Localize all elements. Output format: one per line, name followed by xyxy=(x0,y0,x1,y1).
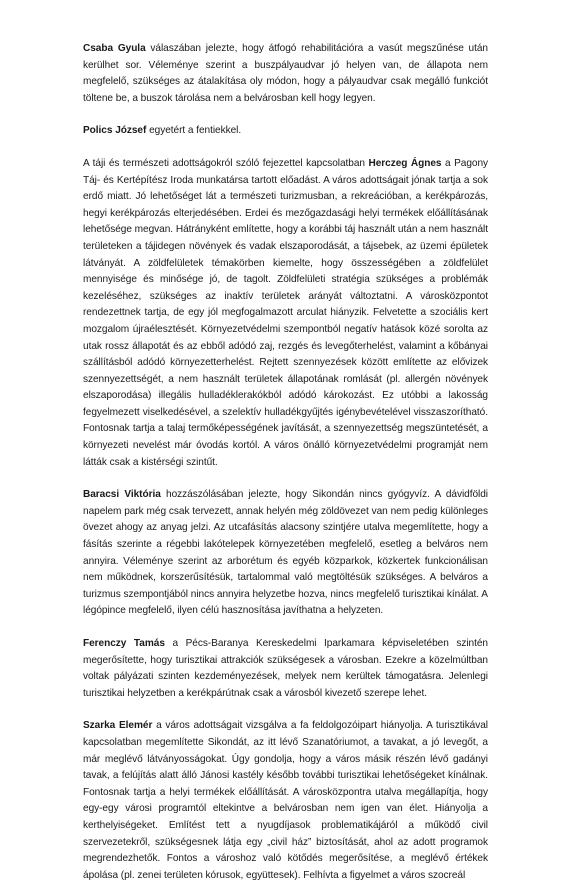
paragraph-szarka-elemer xyxy=(83,718,488,884)
paragraph-polics-jozsef xyxy=(83,123,488,140)
document-page xyxy=(83,41,488,884)
speaker-name: Baracsi Viktória xyxy=(83,489,161,501)
paragraph-prefix: A táji és természeti adottságokról szóló fejezettel kapcsolatban xyxy=(83,157,369,169)
paragraph-ferenczy-tamas xyxy=(83,636,488,702)
paragraph-text: hozzászólásában jelezte, hogy Sikondán nincs gyógyvíz. A dávidföldi napelem park még csak tervezett, annak helyén még zöldövezet van nem pedig különleges övezet ahogy az anyag jelzi. Az utcafásítás alacsony szintjére utalva megemlítette, hogy a fásítás szerinte a régebbi lakótelepek környezetében megfelelő, esetleg a belváros nem annyira. Véleménye szerint az arborétum és egyéb közparkok, közkertek funkcionálisan nem működnek, korszerűsítésük, tartalommal való megtöltésük szükséges. A belváros a turizmus szempontjából nincs annyira helyzetbe hozva, nincs megfelelő turisztikai kínálat. A légópince megfelelő, ilyen célú hasznosítása javíthatna a helyzeten. xyxy=(83,489,488,617)
speaker-name: Polics József xyxy=(83,125,147,137)
paragraph-herczeg-agnes xyxy=(83,156,488,471)
paragraph-text: a város adottságait vizsgálva a fa feldolgozóipart hiányolja. A turisztikával kapcsolatban megemlítette Sikondát, az itt lévő Szanatóriumot, a tavakat, a jó levegőt, a már meglévő látványosságokat. Úgy gondolja, hogy a város másik részén lévő gadányi tavak, a felújítás alatt álló Jánosi kastély később további turisztikai lehetőségeket kínálnak. Fontosnak tartja a helyi termékek előállítását. A városközpontra utalva megállapítja, hogy egy-egy városi programtól eltekintve a belvárosban nem igen van élet. Hiányolja a kerthelyiségeket. Említést tett a nyugdíjasok problematikájáról a működő civil szervezetekről, szükségesnek látja egy „civil ház” biztosítását, ahol az adott programok megrendezhetők. Fontos a városhoz való kötődés megerősítése, a meglévő értékek ápolása (pl. zenei területen kórusok, együttesek). Felhívta a figyelmet a város szocreál xyxy=(83,720,489,881)
paragraph-baracsi-viktoria xyxy=(83,487,488,620)
paragraph-text: a Pécs-Baranya Kereskedelmi Iparkamara képviseletében szintén megerősítette, hogy turisztikai attrakciók szükségesek a városban. Ezekre a közelmúltban voltak pályázati szinten kezdeményezések, melyek nem kerültek támogatásra. Jelenlegi turisztikai helyzetben a kerékpárútnak csak a városból kivezető szerepe lehet. xyxy=(83,638,488,699)
speaker-name: Szarka Elemér xyxy=(83,720,153,732)
speaker-name: Csaba Gyula xyxy=(83,43,146,54)
speaker-name: Herczeg Ágnes xyxy=(368,157,442,169)
paragraph-text: egyetért a fentiekkel. xyxy=(146,125,242,137)
speaker-name: Ferenczy Tamás xyxy=(83,638,165,649)
paragraph-csaba-gyula xyxy=(83,41,488,107)
paragraph-text: válaszában jelezte, hogy átfogó rehabilitációra a vasút megszűnése után kerülhet sor. Véleménye szerint a buszpályaudvar jó helyen van, de állapota nem megfelelő, szükséges az átalakítása oly módon, hogy a pályaudvar csak megálló funkciót töltene be, a buszok tárolása nem a belvárosban kell hogy legyen. xyxy=(83,43,489,104)
paragraph-text: a Pagony Táj- és Kertépítész Iroda munkatársa tartott előadást. A város adottságait jónak tartja a sok erdő miatt. Jó lehetőséget lát a természeti turizmusban, a rekreációban, a kerékpározás, hegyi kerékpározás elterjedésében. Erdei és mezőgazdasági helyi termékek előállításának lehetősége megvan. Hátrányként említette, hogy a korábbi táj használt után a nem használt területeken a tájidegen növények és vadak elszaporodását, a tájsebek, az üzemi épületek látványát. A zöldfelületek témakörben kiemelte, hogy összességében a zöldfelület mennyisége és minősége jó, de tagolt. Zöldfelületi stratégia szükséges a problémák kezeléséhez, szükséges az inaktív területek arányát változtatni. A városközpontot rendezettnek tartja, de egy jól megfogalmazott arculat hiányzik. Felvetette a szociális kert mozgalom újraélesztését. Környezetvédelmi szempontból negatív hatások közé sorolta az utak rossz állapotát és az ebből adódó zaj, rezgés és levegőterhelést, valamint a kőbányai szállításból adódó környezetterhelést. Rejtett szennyezések között említette az elővizek szennyezettségét, a nem használt területek állapotának romlását (pl. allergén növények elszaporodása) illegális hulladéklerakókból adódó károkozást. Ez utóbbi a lakosság fegyelmezett viselkedésével, a szelektív hulladékgyűjtés igénybevételével visszaszorítható. Fontosnak tartja a talaj termőképességének javítását, a szennyezettség megszüntetését, a környezeti nevelést már óvodás kortól. A város önálló környezetvédelmi programját nem látták csak a kistérségi szintűt. xyxy=(83,157,489,468)
